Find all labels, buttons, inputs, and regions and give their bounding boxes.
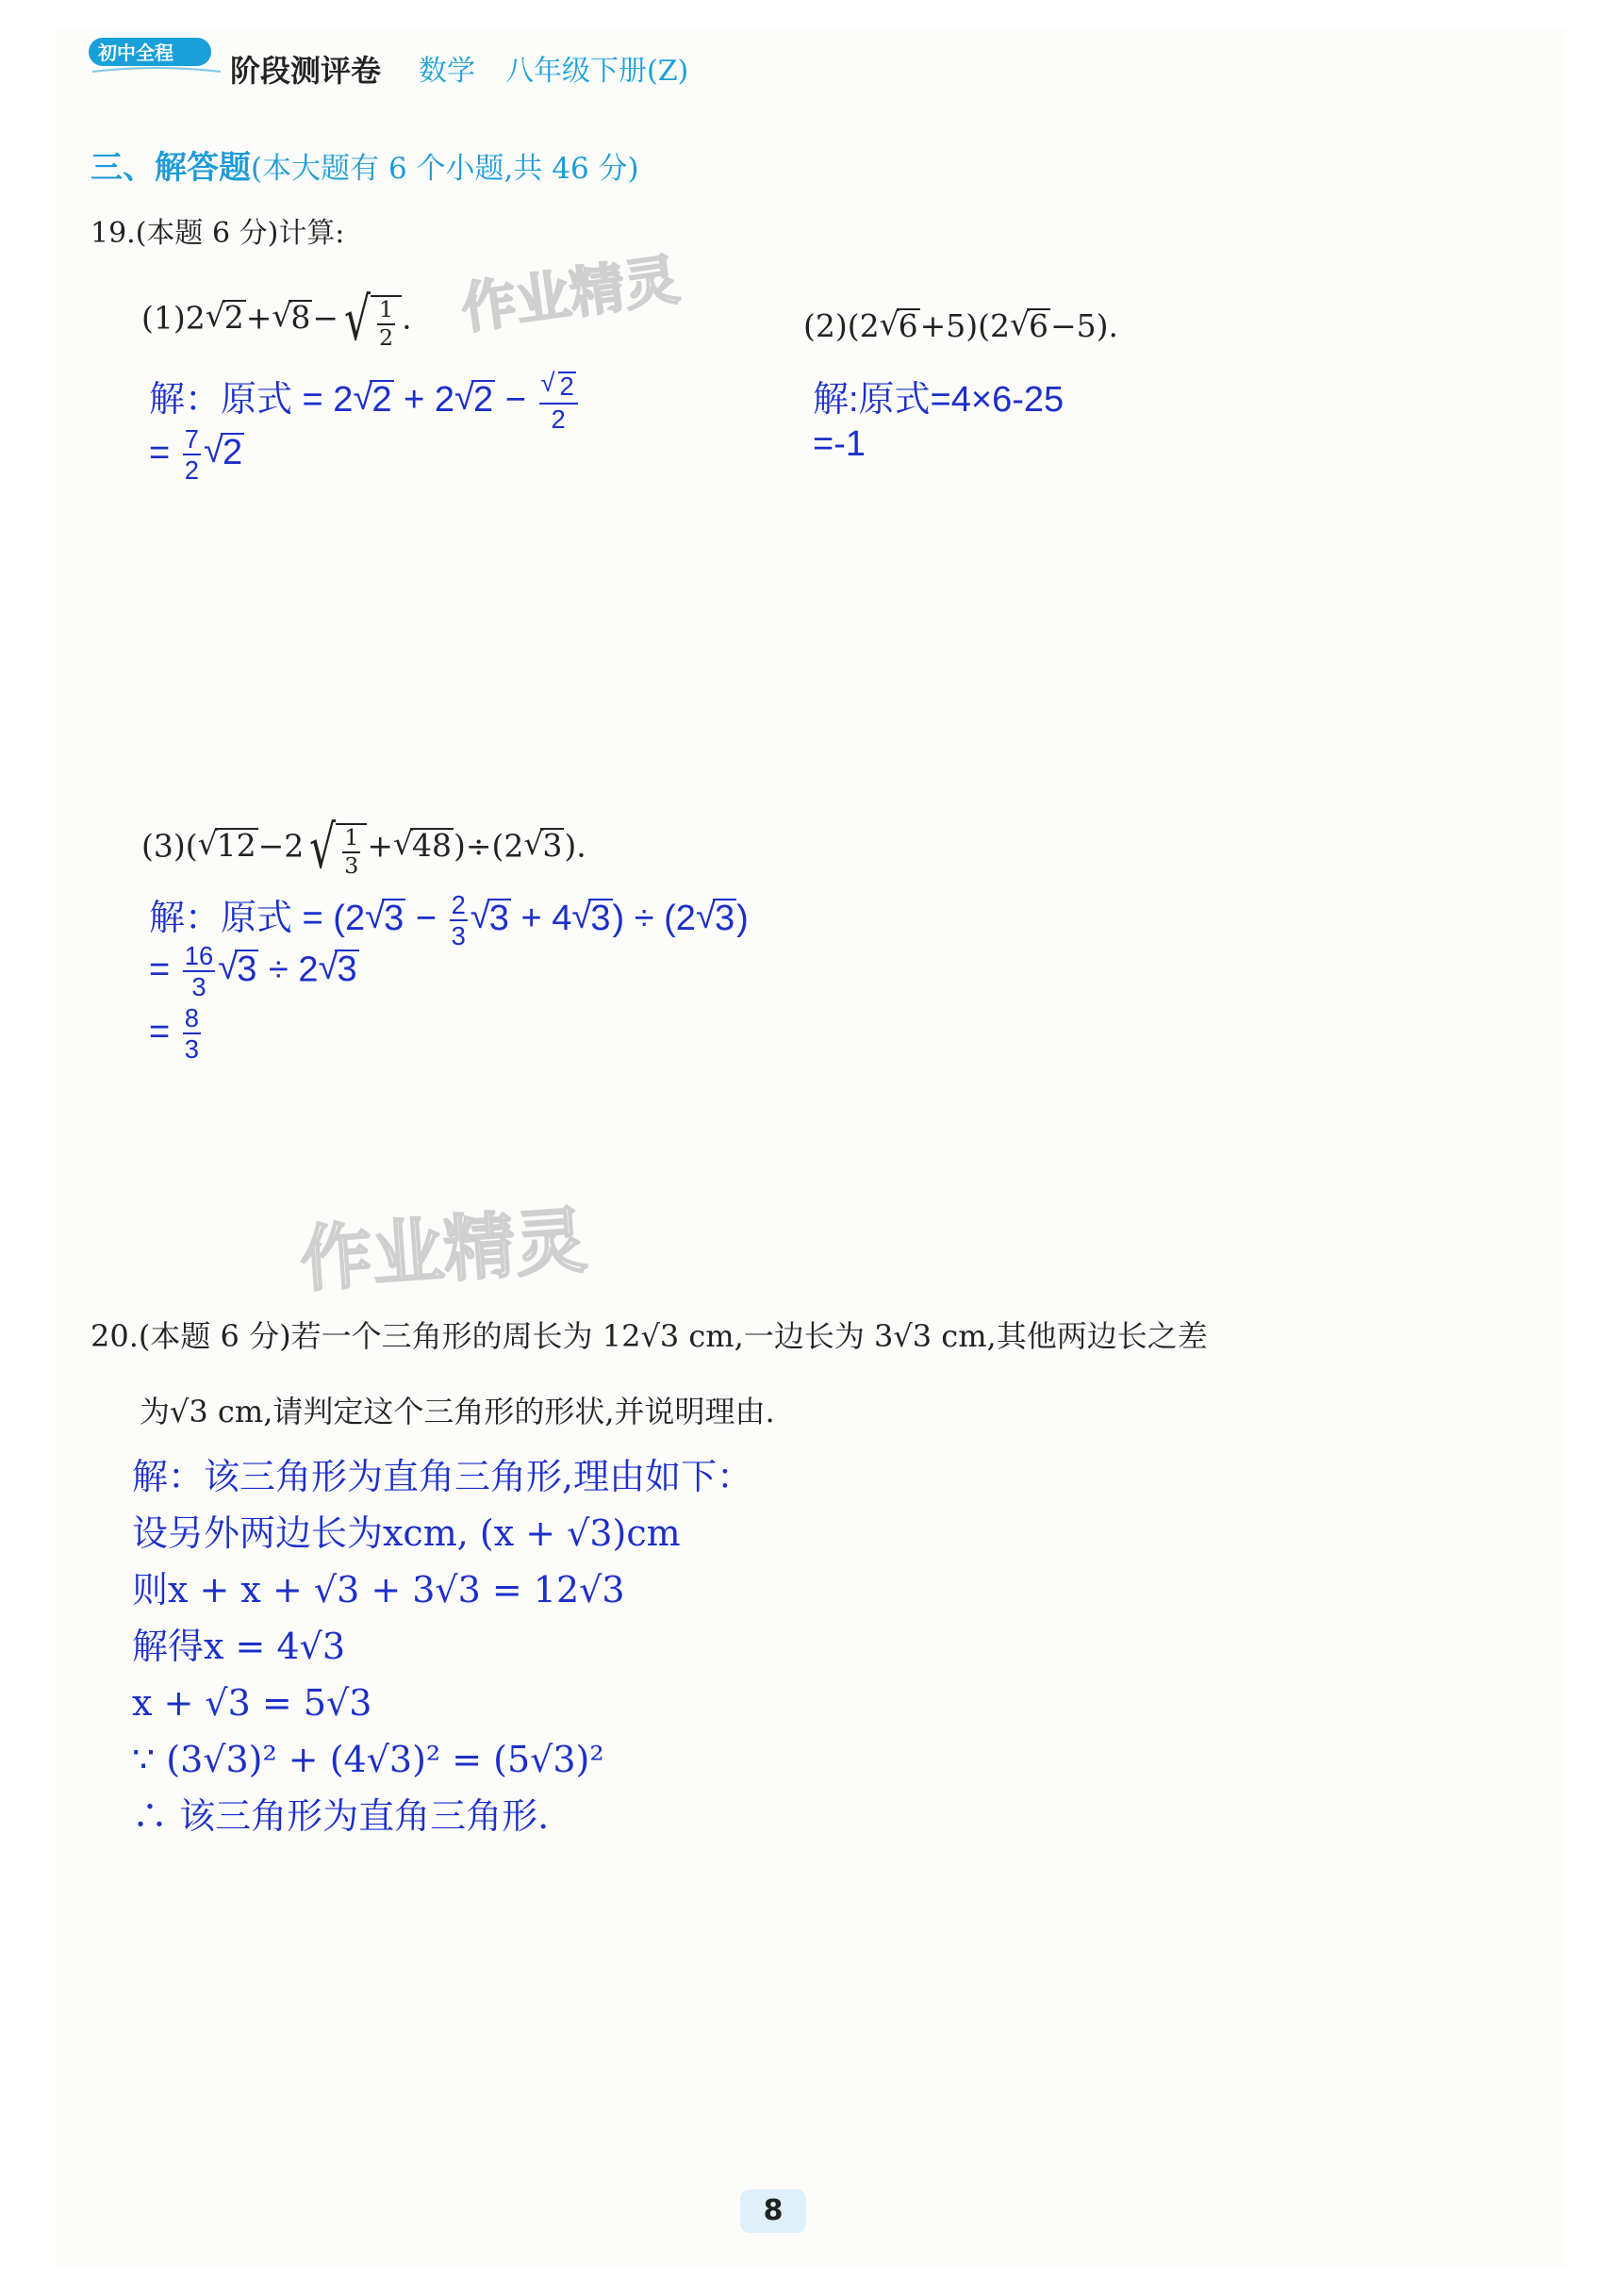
q19-2-answer-line2: =-1: [813, 424, 866, 464]
section-note: (本大题有 6 个小题,共 46 分): [251, 152, 639, 186]
q20-answer: [132, 1448, 752, 1844]
q19-1-answer-line1: 解：原式 = 2√ 2 + 2√ 2 − √ $\frac{2}{2}$: [149, 370, 581, 432]
q19-1-answer-line2: = $\frac{7}{2}$ √ 2: [149, 426, 244, 484]
publisher-logo: [89, 36, 228, 75]
header-title: 阶段测评卷: [230, 53, 382, 89]
q20-line1: 20.(本题 6 分)若一个三角形的周长为 12√3 cm,一边长为 3√3 cm,其他两边长之差: [91, 1318, 1208, 1354]
q19-3-answer-line2: = $\frac{16}{3}$ √ 3 ÷ 2√ 3: [149, 943, 359, 1000]
section-title: [91, 141, 639, 188]
q19-3-problem: (3)(√ 12−2 √ $\frac{1}{3}$ +√ 48)÷(2√ 3).: [141, 818, 586, 878]
q19-label: 19.(本题 6 分)计算:: [91, 217, 345, 250]
q19-1-answer-prefix: 解：原式 =: [149, 380, 323, 420]
q20-answer-line1: 解：该三角形为直角三角形,理由如下：: [132, 1456, 753, 1497]
page-number: 8: [740, 2189, 806, 2233]
q19-2-problem: (2)(2√ 6+5)(2√ 6−5).: [803, 307, 1118, 344]
header-subject: 数学: [419, 55, 475, 88]
q20-answer-line4: 解得x = 4√3: [132, 1626, 345, 1667]
q19-1-label: (1): [141, 299, 186, 337]
section-title-text: 三、解答题: [91, 149, 251, 187]
svg-text:初中全程: 初中全程: [98, 41, 173, 64]
header-grade: 八年级下册(Z): [505, 55, 689, 88]
watermark: 作业精灵: [457, 247, 684, 341]
watermark-large: 作业精灵: [297, 1198, 590, 1302]
q19-3-answer-eq3: =: [149, 1012, 171, 1052]
q19-3-answer-line3: = $\frac{8}{3}$: [149, 1003, 199, 1065]
q20-answer-line3: 则x + x + √3 + 3√3 = 12√3: [132, 1569, 625, 1611]
q19-2-answer-line1: 解:原式=4×6-25: [813, 380, 1065, 420]
q19-2-label: (2): [803, 307, 848, 344]
q19-1-problem: (1)2√ 2+√ 8− √ $\frac{1}{2}$ .: [141, 290, 412, 350]
page-background: [57, 28, 1565, 2268]
q19-3-answer-prefix: 解：原式 =: [149, 899, 323, 938]
q19-3-label: (3): [141, 827, 186, 865]
q19-3-answer-eq2: =: [149, 950, 171, 990]
q20-line2: 为√3 cm,请判定这个三角形的形状,并说明理由.: [140, 1394, 775, 1429]
q20-answer-line7: ∴ 该三角形为直角三角形.: [132, 1795, 550, 1837]
q19-1-answer-eq: =: [149, 433, 171, 473]
q20-answer-line2: 设另外两边长为xcm, (x + √3)cm: [132, 1512, 681, 1554]
q19-3-answer-line1: 解：原式 = (2√ 3 − $\frac{2}{3}$ √ 3 + 4√ 3) ÷ (2√ 3): [149, 888, 749, 949]
q20-answer-line5: x + √3 = 5√3: [132, 1682, 372, 1724]
q20-answer-line6: ∵ (3√3)² + (4√3)² = (5√3)²: [132, 1739, 604, 1780]
